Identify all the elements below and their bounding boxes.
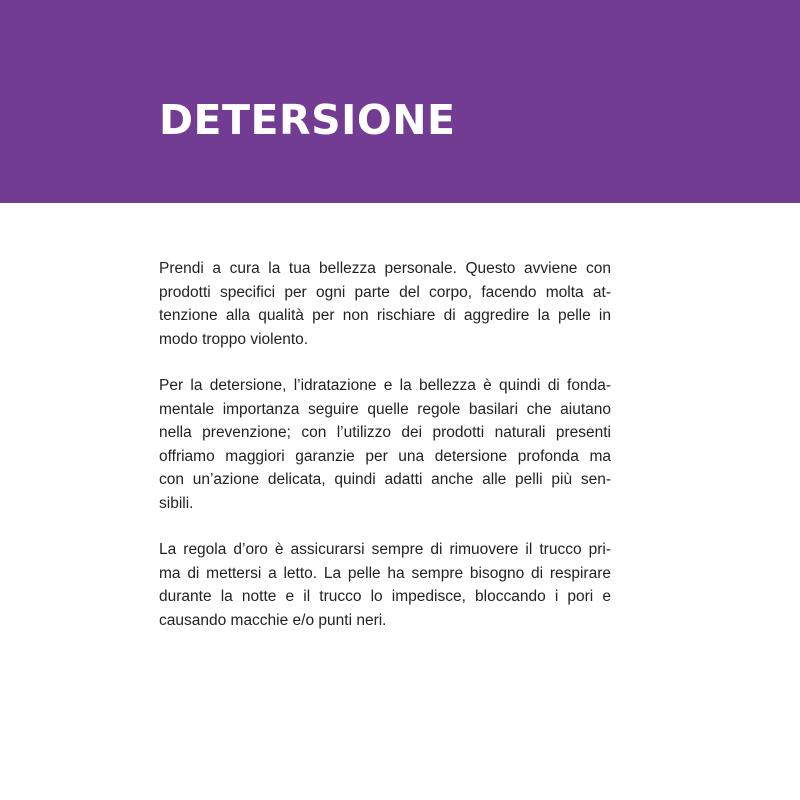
text-line: mentale importanza seguire quelle regole basilari che aiutano: [159, 400, 611, 418]
text-line: durante la notte e il trucco lo impedisce, bloccando i pori e: [159, 588, 611, 605]
text-line: La regola d’oro è assicurarsi sempre di rimuovere il trucco pri-: [159, 541, 611, 558]
text-line: tenzione alla qualità per non rischiare di aggredire la pelle in: [159, 307, 611, 324]
text-line: prodotti specifici per ogni parte del corpo, facendo molta at-: [159, 283, 611, 301]
text-line: Prendi a cura la tua bellezza personale. Questo avviene con: [159, 260, 611, 277]
text-line: causando macchie e/o punti neri.: [159, 611, 387, 629]
header-band: [0, 0, 800, 203]
text-line: nella prevenzione; con l’utilizzo dei prodotti naturali presenti: [159, 424, 611, 441]
text-line: modo troppo violento.: [159, 330, 309, 348]
paragraph-intro: [159, 257, 611, 351]
body-text: [159, 257, 611, 655]
paragraph-golden-rule: [159, 538, 611, 632]
text-line: ma di mettersi a letto. La pelle ha sempre bisogno di respirare: [159, 564, 611, 582]
text-line: Per la detersione, l’idratazione e la bellezza è quindi di fonda-: [159, 377, 611, 394]
page-title: DETERSIONE: [159, 96, 456, 144]
paragraph-detersion: [159, 374, 611, 515]
text-line: con un’azione delicata, quindi adatti anche alle pelli più sen-: [159, 471, 611, 488]
text-line: offriamo maggiori garanzie per una detersione profonda ma: [159, 447, 611, 465]
text-line: sibili.: [159, 494, 194, 512]
